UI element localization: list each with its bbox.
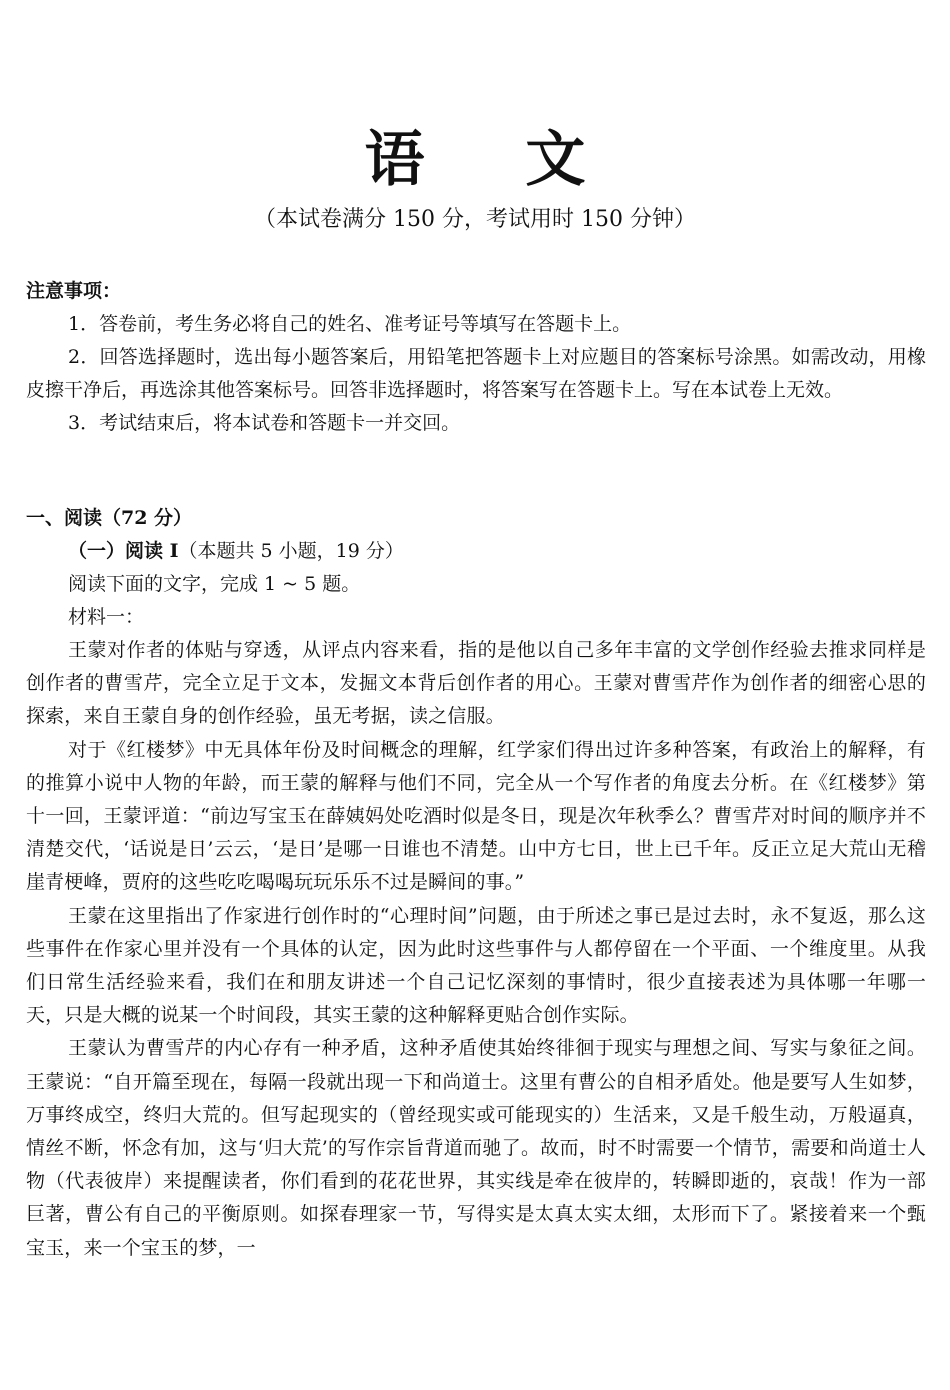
paragraph: 王蒙认为曹雪芹的内心存有一种矛盾，这种矛盾使其始终徘徊于现实与理想之间、写实与象征之间。王蒙说：“自开篇至现在，每隔一段就出现一下和尚道士。这里有曹公的自相矛盾处。他是要写人生如梦，万事终成空，终归大荒的。但写起现实的（曾经现实或可能现实的）生活来，又是千般生动，万般逼真，情丝不断，怀念有加，这与‘归大荒’的写作宗旨背道而驰了。故而，时不时需要一个情节，需要和尚道士人物（代表彼岸）来提醒读者，你们看到的花花世界，其实线是牵在彼岸的，转瞬即逝的，哀哉！作为一部巨著，曹公有自己的平衡原则。如探春理家一节，写得实是太真太实太细，太形而下了。紧接着来一个甄宝玉，来一个宝玉的梦，一	[26, 1037, 926, 1259]
paragraph: 王蒙对作者的体贴与穿透，从评点内容来看，指的是他以自己多年丰富的文学创作经验去推求同样是创作者的曹雪芹，完全立足于文本，发掘文本背后创作者的用心。王蒙对曹雪芹作为创作者的细密心思的探索，来自王蒙自身的创作经验，虽无考据，读之信服。	[26, 639, 926, 728]
sub-section-heading	[26, 535, 926, 567]
material-text	[26, 634, 926, 1265]
material-label: 材料一：	[68, 606, 145, 628]
notice-heading: 注意事项：	[26, 280, 122, 302]
page-title: 语 文	[364, 125, 626, 195]
paragraph: 对于《红楼梦》中无具体年份及时间概念的理解，红学家们得出过许多种答案，有政治上的解释，有的推算小说中人物的年龄，而王蒙的解释与他们不同，完全从一个写作者的角度去分析。在《红楼梦》第十一回，王蒙评道：“前边写宝玉在薛姨妈处吃酒时似是冬日，现是次年秋季么？曹雪芹对时间的顺序并不清楚交代，‘话说是日’云云，‘是日’是哪一日谁也不清楚。山中方七日，世上已千年。反正立足大荒山无稽崖青梗峰，贾府的这些吃吃喝喝玩玩乐乐不过是瞬间的事。”	[26, 738, 926, 894]
notice-list	[26, 308, 926, 440]
reading-instruction: 阅读下面的文字，完成 1 ~ 5 题。	[68, 573, 361, 595]
sub-section-detail: （本题共 5 小题，19 分）	[178, 540, 404, 562]
notice-item: 2．回答选择题时，选出每小题答案后，用铅笔把答题卡上对应题目的答案标号涂黑。如需改动，用橡皮擦干净后，再选涂其他答案标号。回答非选择题时，将答案写在答题卡上。写在本试卷上无效。	[26, 346, 926, 401]
sub-section-label: （一）阅读 Ⅰ	[68, 540, 179, 562]
notice-item: 3．考试结束后，将本试卷和答题卡一并交回。	[68, 412, 461, 434]
paragraph: 王蒙在这里指出了作家进行创作时的“心理时间”问题，由于所述之事已是过去时，永不复返，那么这些事件在作家心里并没有一个具体的认定，因为此时这些事件与人都停留在一个平面、一个维度里。从我们日常生活经验来看，我们在和朋友讲述一个自己记忆深刻的事情时，很少直接表述为具体哪一年哪一天，只是大概的说某一个时间段，其实王蒙的这种解释更贴合创作实际。	[26, 904, 926, 1027]
exam-info: （本试卷满分 150 分，考试用时 150 分钟）	[254, 207, 696, 232]
notice-item: 1．答卷前，考生务必将自己的姓名、准考证号等填写在答题卡上。	[68, 313, 632, 335]
section-heading: 一、阅读（72 分）	[26, 507, 193, 529]
